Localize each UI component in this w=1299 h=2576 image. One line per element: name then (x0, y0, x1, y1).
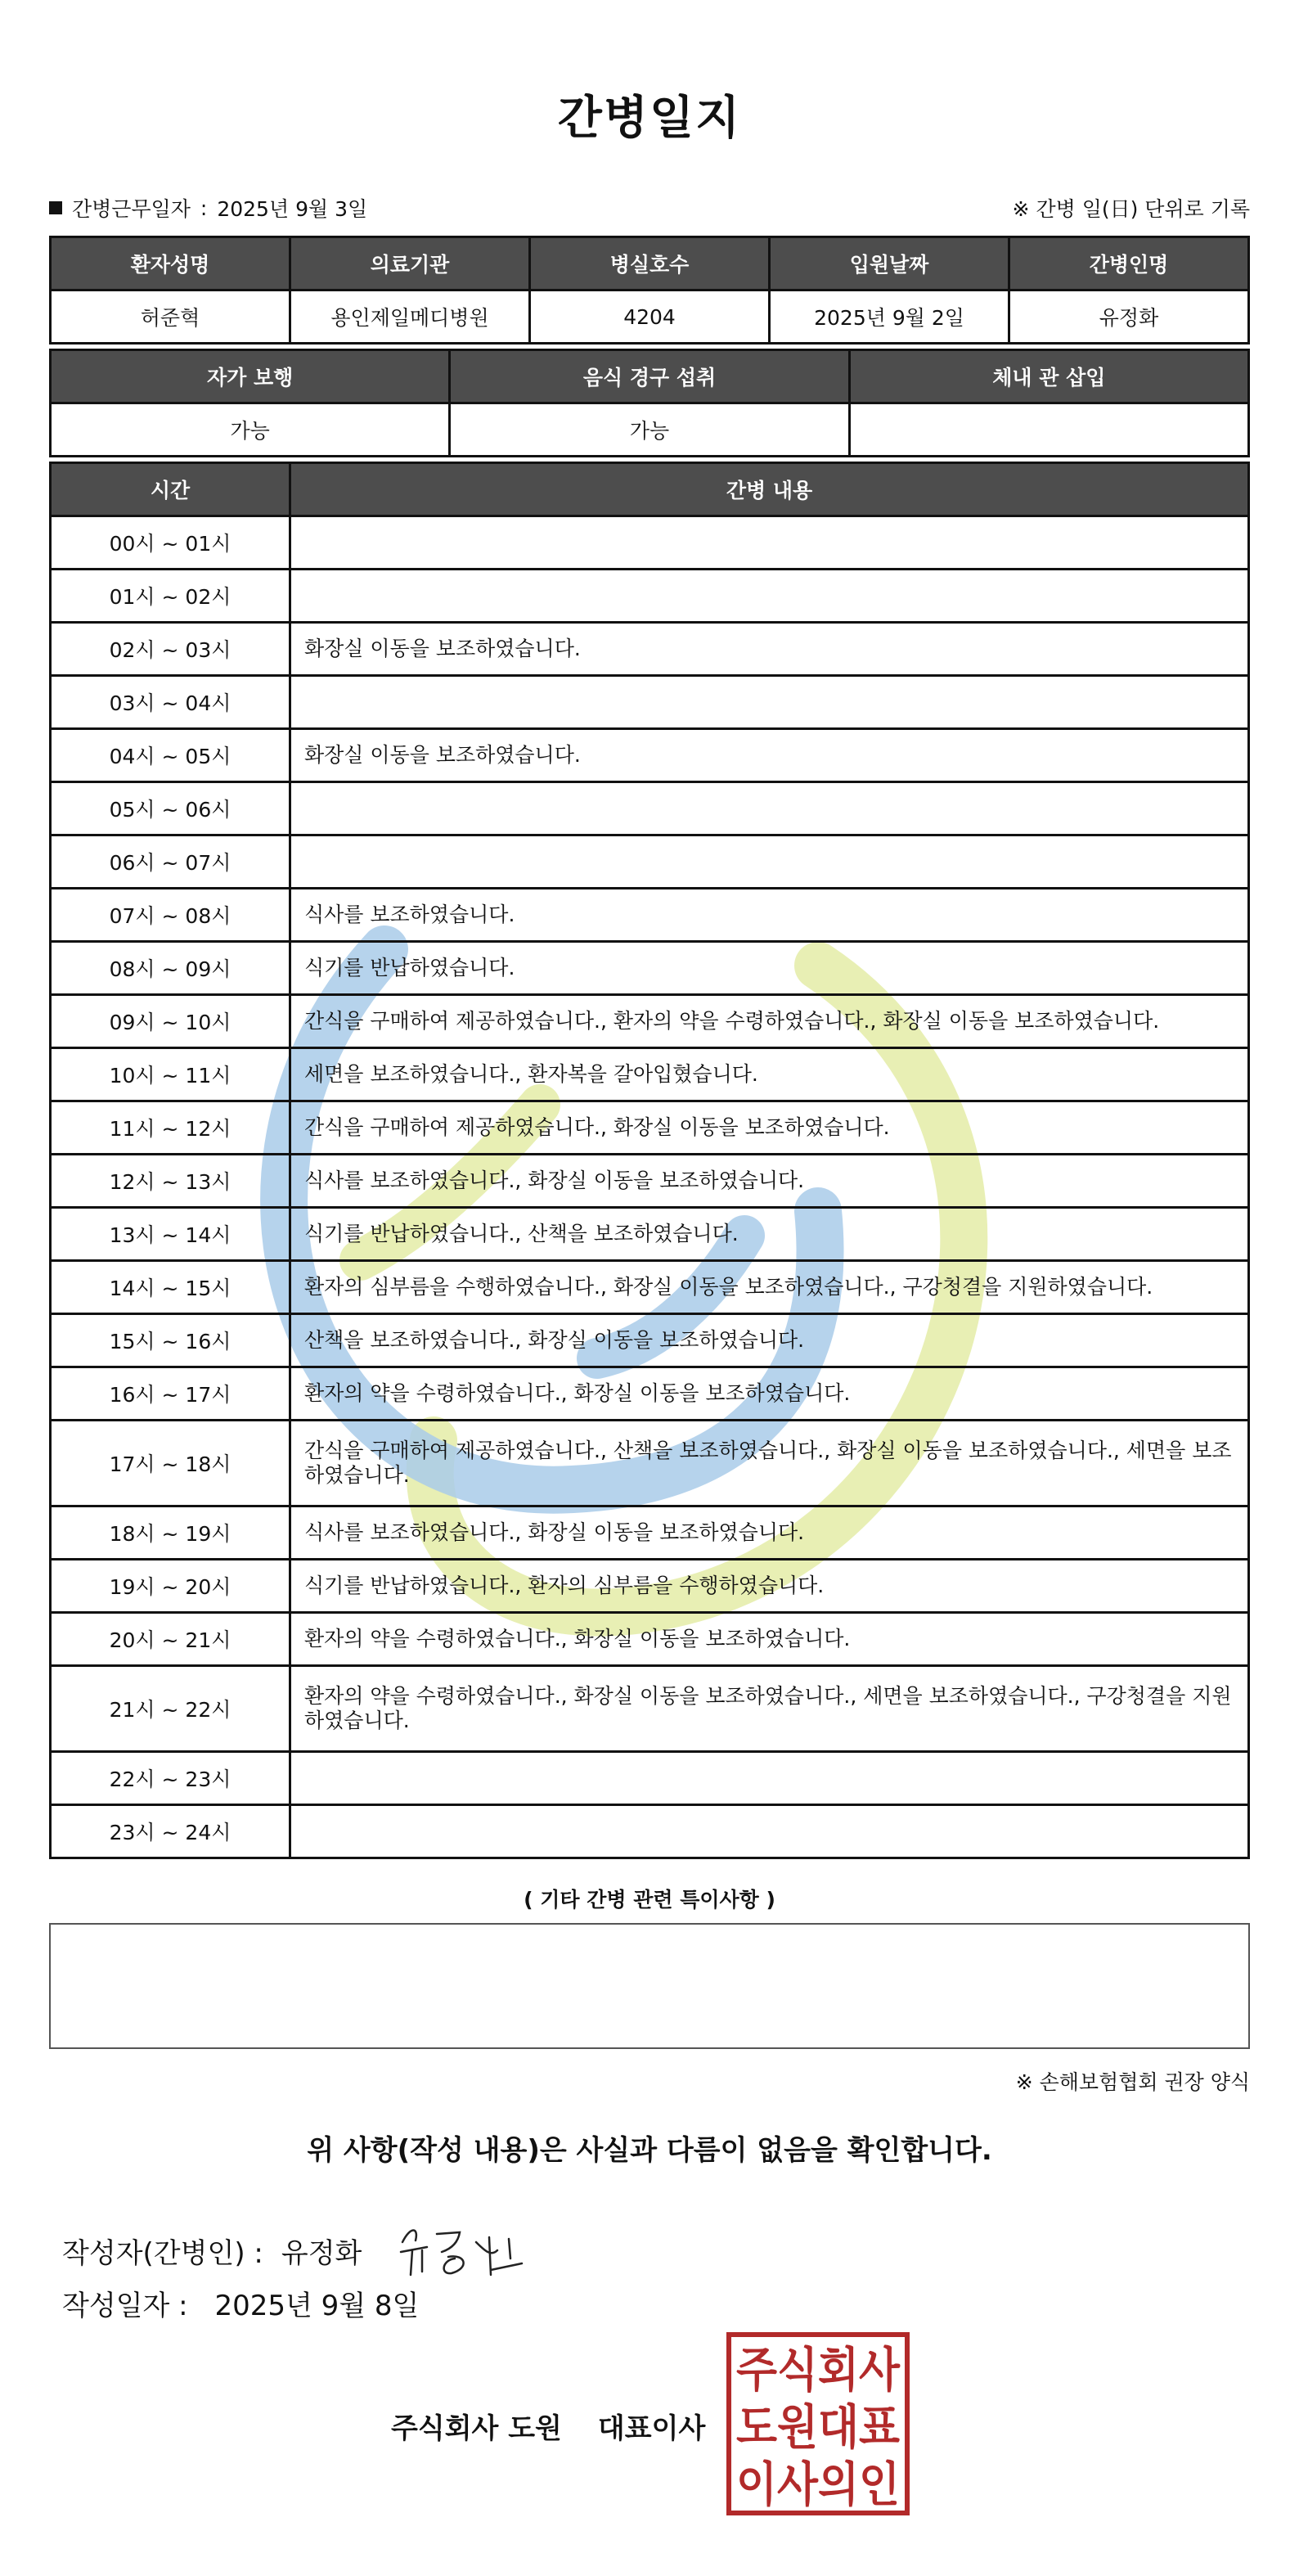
log-content: 식사를 보조하였습니다., 화장실 이동을 보조하였습니다. (290, 1506, 1249, 1560)
work-date-label: 간병근무일자 (72, 197, 191, 221)
log-time: 22시 ~ 23시 (51, 1752, 290, 1805)
company-line (391, 2406, 741, 2446)
header-time: 시간 (51, 463, 290, 516)
log-time: 13시 ~ 14시 (51, 1208, 290, 1261)
log-content: 환자의 심부름을 수행하였습니다., 화장실 이동을 보조하였습니다., 구강청결을 지원하였습니다. (290, 1261, 1249, 1314)
log-row (51, 1560, 1249, 1613)
log-content (290, 1805, 1249, 1858)
log-row (51, 835, 1249, 889)
log-content (290, 782, 1249, 835)
log-row (51, 1367, 1249, 1421)
log-row (51, 1805, 1249, 1858)
patient-info-table (49, 236, 1250, 345)
log-time: 15시 ~ 16시 (51, 1314, 290, 1367)
log-row (51, 1421, 1249, 1506)
header-oral-intake: 음식 경구 섭취 (450, 350, 849, 403)
writer-label: 작성자(간병인) : (62, 2236, 263, 2270)
log-time: 03시 ~ 04시 (51, 676, 290, 729)
log-content: 환자의 약을 수령하였습니다., 화장실 이동을 보조하였습니다. (290, 1367, 1249, 1421)
log-content: 화장실 이동을 보조하였습니다. (290, 623, 1249, 676)
log-content: 식사를 보조하였습니다. (290, 889, 1249, 942)
log-time: 06시 ~ 07시 (51, 835, 290, 889)
log-content (290, 1752, 1249, 1805)
patient-value-row (51, 290, 1249, 344)
log-content: 간식을 구매하여 제공하였습니다., 화장실 이동을 보조하였습니다. (290, 1101, 1249, 1155)
oral-intake-value: 가능 (450, 403, 849, 457)
log-row (51, 1101, 1249, 1155)
log-content (290, 835, 1249, 889)
log-content: 간식을 구매하여 제공하였습니다., 산책을 보조하였습니다., 화장실 이동을 보조하였습니다., 세면을 보조하였습니다. (290, 1421, 1249, 1506)
special-notes-box (49, 1923, 1250, 2049)
log-row (51, 1752, 1249, 1805)
log-time: 10시 ~ 11시 (51, 1048, 290, 1101)
square-bullet-icon (49, 201, 62, 214)
log-row (51, 676, 1249, 729)
log-header-row (51, 463, 1249, 516)
log-row (51, 1155, 1249, 1208)
log-time: 20시 ~ 21시 (51, 1613, 290, 1666)
log-time: 09시 ~ 10시 (51, 995, 290, 1048)
log-content: 환자의 약을 수령하였습니다., 화장실 이동을 보조하였습니다. (290, 1613, 1249, 1666)
seal-line-3: 이사의인 (736, 2457, 900, 2512)
log-row (51, 782, 1249, 835)
writer-line (62, 2218, 533, 2283)
log-time: 05시 ~ 06시 (51, 782, 290, 835)
log-content: 화장실 이동을 보조하였습니다. (290, 729, 1249, 782)
log-time: 21시 ~ 22시 (51, 1666, 290, 1752)
log-row (51, 1261, 1249, 1314)
written-date-label: 작성일자 : (62, 2290, 188, 2322)
log-row (51, 516, 1249, 570)
log-time: 01시 ~ 02시 (51, 570, 290, 623)
hospital-name: 용인제일메디병원 (290, 290, 530, 344)
seal-line-1: 주식회사 (736, 2342, 901, 2398)
log-row (51, 942, 1249, 995)
admission-date: 2025년 9월 2일 (770, 290, 1009, 344)
log-content (290, 676, 1249, 729)
log-row (51, 1208, 1249, 1261)
log-content: 식기를 반납하였습니다., 산책을 보조하였습니다. (290, 1208, 1249, 1261)
signature-image (394, 2218, 533, 2283)
care-log-table (49, 462, 1250, 1859)
confirmation-statement: 위 사항(작성 내용)은 사실과 다름이 없음을 확인합니다. (307, 2134, 992, 2167)
status-value-row (51, 403, 1249, 457)
log-time: 11시 ~ 12시 (51, 1101, 290, 1155)
log-time: 16시 ~ 17시 (51, 1367, 290, 1421)
tube-insertion-value (849, 403, 1248, 457)
work-date-sep: : (200, 196, 208, 220)
log-time: 14시 ~ 15시 (51, 1261, 290, 1314)
log-time: 00시 ~ 01시 (51, 516, 290, 570)
company-seal-image (726, 2332, 910, 2515)
header-admission-date: 입원날짜 (770, 237, 1009, 290)
work-date-value: 2025년 9월 3일 (217, 197, 368, 221)
log-time: 18시 ~ 19시 (51, 1506, 290, 1560)
log-time: 23시 ~ 24시 (51, 1805, 290, 1858)
patient-header-row (51, 237, 1249, 290)
log-content: 세면을 보조하였습니다., 환자복을 갈아입혔습니다. (290, 1048, 1249, 1101)
form-source-note: ※ 손해보험협회 권장 양식 (1015, 2070, 1250, 2094)
log-time: 02시 ~ 03시 (51, 623, 290, 676)
log-time: 17시 ~ 18시 (51, 1421, 290, 1506)
caregiver-name: 유정화 (1009, 290, 1249, 344)
log-content: 식기를 반납하였습니다., 환자의 심부름을 수행하였습니다. (290, 1560, 1249, 1613)
log-row (51, 623, 1249, 676)
log-time: 08시 ~ 09시 (51, 942, 290, 995)
log-time: 07시 ~ 08시 (51, 889, 290, 942)
log-row (51, 889, 1249, 942)
log-row (51, 729, 1249, 782)
self-walking-value: 가능 (51, 403, 450, 457)
log-content (290, 516, 1249, 570)
log-row (51, 1048, 1249, 1101)
header-caregiver: 간병인명 (1009, 237, 1249, 290)
record-note: ※ 간병 일(日) 단위로 기록 (1012, 197, 1250, 221)
log-row (51, 1666, 1249, 1752)
log-content: 간식을 구매하여 제공하였습니다., 환자의 약을 수령하였습니다., 화장실 이동을 보조하였습니다. (290, 995, 1249, 1048)
log-time: 04시 ~ 05시 (51, 729, 290, 782)
company-name: 주식회사 도원 (391, 2412, 562, 2445)
special-notes-title: ( 기타 간병 관련 특이사항 ) (524, 1888, 775, 1912)
log-content: 식사를 보조하였습니다., 화장실 이동을 보조하였습니다. (290, 1155, 1249, 1208)
header-room: 병실호수 (530, 237, 770, 290)
seal-line-2: 도원대표 (736, 2399, 900, 2455)
log-row (51, 570, 1249, 623)
work-date (49, 193, 367, 223)
header-hospital: 의료기관 (290, 237, 530, 290)
patient-status-table (49, 349, 1250, 457)
header-tube-insertion: 체내 관 삽입 (849, 350, 1248, 403)
document-title: 간병일지 (557, 92, 742, 145)
log-row (51, 1613, 1249, 1666)
log-content: 산책을 보조하였습니다., 화장실 이동을 보조하였습니다. (290, 1314, 1249, 1367)
log-row (51, 1314, 1249, 1367)
room-number: 4204 (530, 290, 770, 344)
log-content: 식기를 반납하였습니다. (290, 942, 1249, 995)
log-row (51, 1506, 1249, 1560)
header-patient-name: 환자성명 (51, 237, 290, 290)
log-row (51, 995, 1249, 1048)
status-header-row (51, 350, 1249, 403)
writer-name: 유정화 (281, 2236, 362, 2270)
written-date-line (62, 2283, 419, 2323)
header-care-content: 간병 내용 (290, 463, 1249, 516)
log-time: 12시 ~ 13시 (51, 1155, 290, 1208)
patient-name: 허준혁 (51, 290, 290, 344)
header-self-walking: 자가 보행 (51, 350, 450, 403)
log-content: 환자의 약을 수령하였습니다., 화장실 이동을 보조하였습니다., 세면을 보조하였습니다., 구강청결을 지원하였습니다. (290, 1666, 1249, 1752)
company-role: 대표이사 (597, 2412, 706, 2445)
log-content (290, 570, 1249, 623)
log-time: 19시 ~ 20시 (51, 1560, 290, 1613)
written-date-value: 2025년 9월 8일 (214, 2290, 420, 2322)
